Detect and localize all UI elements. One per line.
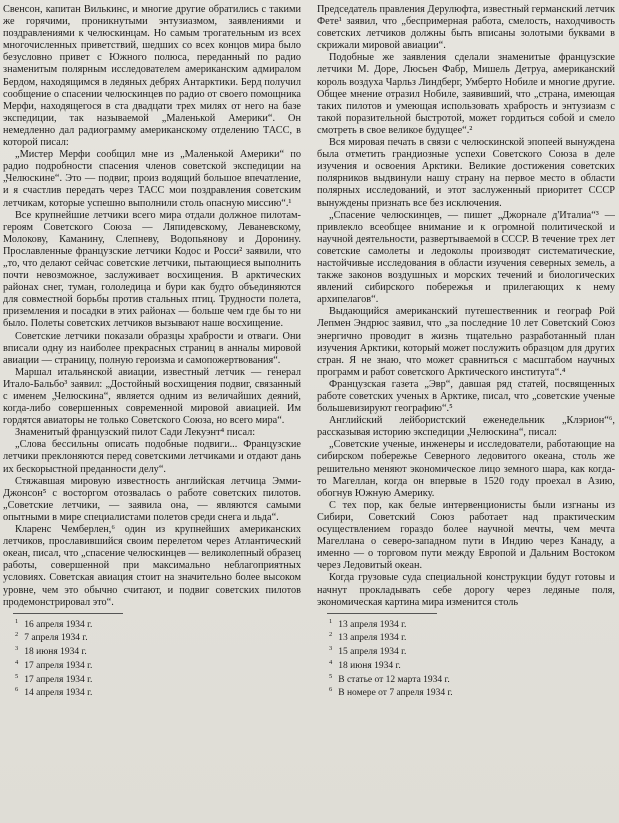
footnote: $^1$ 13 апреля 1934 г.	[329, 617, 407, 630]
paragraph: Свенсон, капитан Вилькинс, и многие другие обратились с такими же горячими, проникнутыми энтузиазмом, заявлениями и поздравлениями к челюскинцам. Но самым трогательным из всех многочисленных приветствий, шедших со всех концов мира было безусловно привет с Южного полюса, переданный по радио знаменитым полярным исследователем американским адмиралом Бердом, находящимся в ледяных дебрях Антарктики. Берд получил сообщение о спасении челюскинцев по радио от своего помощника Мерфи, находящегося в ста двадцати трех милях от него на базе экспедиции, так называемой „Маленькой Америки“. Он немедленно дал радиограмму американскому отделению ТАСС, в которой писал:	[3, 4, 301, 149]
paragraph: Стяжавшая мировую известность английская летчица Эмми-Джонсон⁵ с восторгом отозвалась о работе советских пилотов. „Советские летчики, — заявила она, — являются самыми опытными в мире специалистами полетов среди снега и льда“.	[3, 475, 301, 523]
paragraph: Кларенс Чемберлен,⁶ один из крупнейших американских летчиков, прославившийся своим перелетом через Атлантический океан, писал, что „спасение челюскинцев — великолепный образец работы, совершенной при максимально неблагоприятных условиях. Советская авиация стоит на значительно более высоком уровне, чем это обычно считают, и подвиг советских пилотов продемонстрировал это“.	[3, 524, 301, 608]
footnote: $^1$ 16 апреля 1934 г.	[15, 617, 93, 630]
footnote: $^4$ 17 апреля 1934 г.	[15, 658, 93, 672]
footnote: $^6$ 14 апреля 1934 г.	[15, 686, 93, 699]
paragraph: С тех пор, как белые интервенционисты были изгнаны из Сибири, Советский Союз работает над практическим осуществлением гораздо более научной мечты, чем мечта Магеллана о северо-западном пути в Индию через Канаду, а именно — о торговом пути между Европой и Дальним Востоком через Ледовитый океан.	[317, 499, 615, 572]
paragraph: „Спасение челюскинцев, — пишет „Джорнале д'Италиа“³ — привлекло всеобщее внимание и к огромной политической и научной деятельности, развертываемой в СССР. В течение трех лет советские самолеты и ледоколы производят систематические, настойчивые исследования в области изучения северных земель, а также законов воздушных и морских течений и биологических явлений сибирского побережья и прилегающих к нему архипелагов“.	[317, 209, 615, 306]
footnote: $^6$ В номере от 7 апреля 1934 г.	[329, 686, 453, 699]
paragraph: „Слова бессильны описать подобные подвиги... Французские летчики преклоняются перед советскими летчиками и отдают дань их бескорыстной преданности делу“.	[3, 439, 301, 475]
right-column	[317, 4, 615, 819]
paragraph: „Мистер Мерфи сообщил мне из „Маленькой Америки“ по радио подробности спасения членов советской экспедиции на „Челюскине“. Это — подвиг, произ водящий большое впечатление, и я счастлив передать через ТАСС мои поздравления советским летчикам, которые успешно выполнили столь опасную миссию“.¹	[3, 149, 301, 209]
footnote: $^5$ В статье от 12 марта 1934 г.	[329, 672, 450, 685]
paragraph: Советские летчики показали образцы храбрости и отваги. Они вписали одну из наиболее прекрасных страниц в анналы мировой авиации — страницу, полную героизма и самопожертвования“.	[3, 330, 301, 366]
paragraph: Выдающийся американский путешественник и географ Рой Лепмен Эндрюс заявил, что „за последние 10 лет Советский Союз энергично проводит в жизнь тщательно разработанный план изучения Арктики, который может послужить образцом для других стран. Я не знаю, что может сравниться с масштабом научных программ и работ советского Арктического института“.⁴	[317, 306, 615, 378]
footnote-divider	[13, 613, 123, 614]
paragraph: Английский лейбористский еженедельник „Клэрион“⁶, рассказывая историю экспедиции „Челюскина“, писал:	[317, 415, 615, 439]
paragraph: Французская газета „Эвр“, давшая ряд статей, посвященных работе советских ученых в Арктике, писал, что „советские ученые большевизируют географию“.⁵	[317, 378, 615, 415]
paragraph: Маршал итальянской авиации, известный летчик — генерал Итало-Бальбо³ заявил: „Достойный восхищения подвиг, связанный с именем „Челюскина“, является одним из величайших деяний, когда-либо совершенных современной мировой авиацией. Им гордятся авиаторы не только Советского Союза, но всего мира“.	[3, 366, 301, 427]
paragraph: Все крупнейшие летчики всего мира отдали должное пилотам-героям Советского Союза — Ляпидевскому, Леваневскому, Молокову, Каманину, Слепневу, Водопьянову и Доронину. Прославленные французские летчики Кодос и Росси² заявили, что „то, что делают сейчас советские летчики, пытающиеся выполнить почти невозможное, заслуживает восхищения. В арктических районах снег, туман, гололедица и бури как будто объединяются для совместной борьбы против стальных птиц. Трудности полета, приземления и посадки в этих районах — больше чем где бы то ни было. Полеты советских летчиков вызывают наше восхищение.	[3, 209, 301, 330]
footnotes-left	[3, 617, 301, 700]
footnote: $^3$ 18 июня 1934 г.	[15, 645, 87, 658]
footnotes-right	[317, 617, 615, 700]
paragraph: „Советские ученые, инженеры и исследователи, работающие на сибирском побережье Северного ледовитого океана, столь же решительно меняют экономическое лицо земного шара, как когда-то Магеллан, когда он впервые в 1520 году проехал в Азию, обогнув Южную Америку.	[317, 439, 615, 499]
footnote: $^2$ 7 апреля 1934 г.	[15, 631, 88, 644]
paragraph: Знаменитый французский пилот Сади Лекуэнт⁴ писал:	[15, 427, 256, 439]
footnote: $^2$ 13 апреля 1934 г.	[329, 631, 407, 644]
paragraph: Подобные же заявления сделали знаменитые французские летчики М. Доре, Люсьен Фабр, Мишель Детруа, американский король воздуха Чарльз Линдберг, Умберто Нобиле и многие другие. Общее мнение отразил Нобиле, заявивший, что „страна, имеющая таких пилотов и умеющая использовать храбрость и энтузиазм с такой поразительной быстротой, может гордиться собой и смело смотреть в свое великое будущее“.²	[317, 52, 615, 136]
footnote: $^5$ 17 апреля 1934 г.	[15, 672, 93, 685]
left-column	[3, 4, 301, 819]
paragraph: Председатель правления Дерулюфта, известный германский летчик Фете¹ заявил, что „беспримерная работа, смелость, находчивость советских летчиков должны быть вписаны золотыми буквами в скрижали мировой авиации“.	[317, 4, 615, 52]
paragraph: Вся мировая печать в связи с челюскинской эпопеей вынуждена была отметить грандиозные успехи Советского Союза в деле изучения и освоения Арктики. Великие достижения советских полярников выдвинули нашу страну на первое место в области полярных исследований, и этот заслуженный приоритет СССР вынуждены признать все без исключения.	[317, 137, 615, 209]
footnote: $^3$ 15 апреля 1934 г.	[329, 645, 407, 658]
paragraph: Когда грузовые суда специальной конструкции будут готовы и начнут прокладывать себе дорогу через ледяные поля, экономическая картина мира изменится столь	[317, 572, 615, 608]
footnote-divider	[327, 613, 437, 614]
footnote: $^4$ 18 июня 1934 г.	[329, 658, 401, 672]
